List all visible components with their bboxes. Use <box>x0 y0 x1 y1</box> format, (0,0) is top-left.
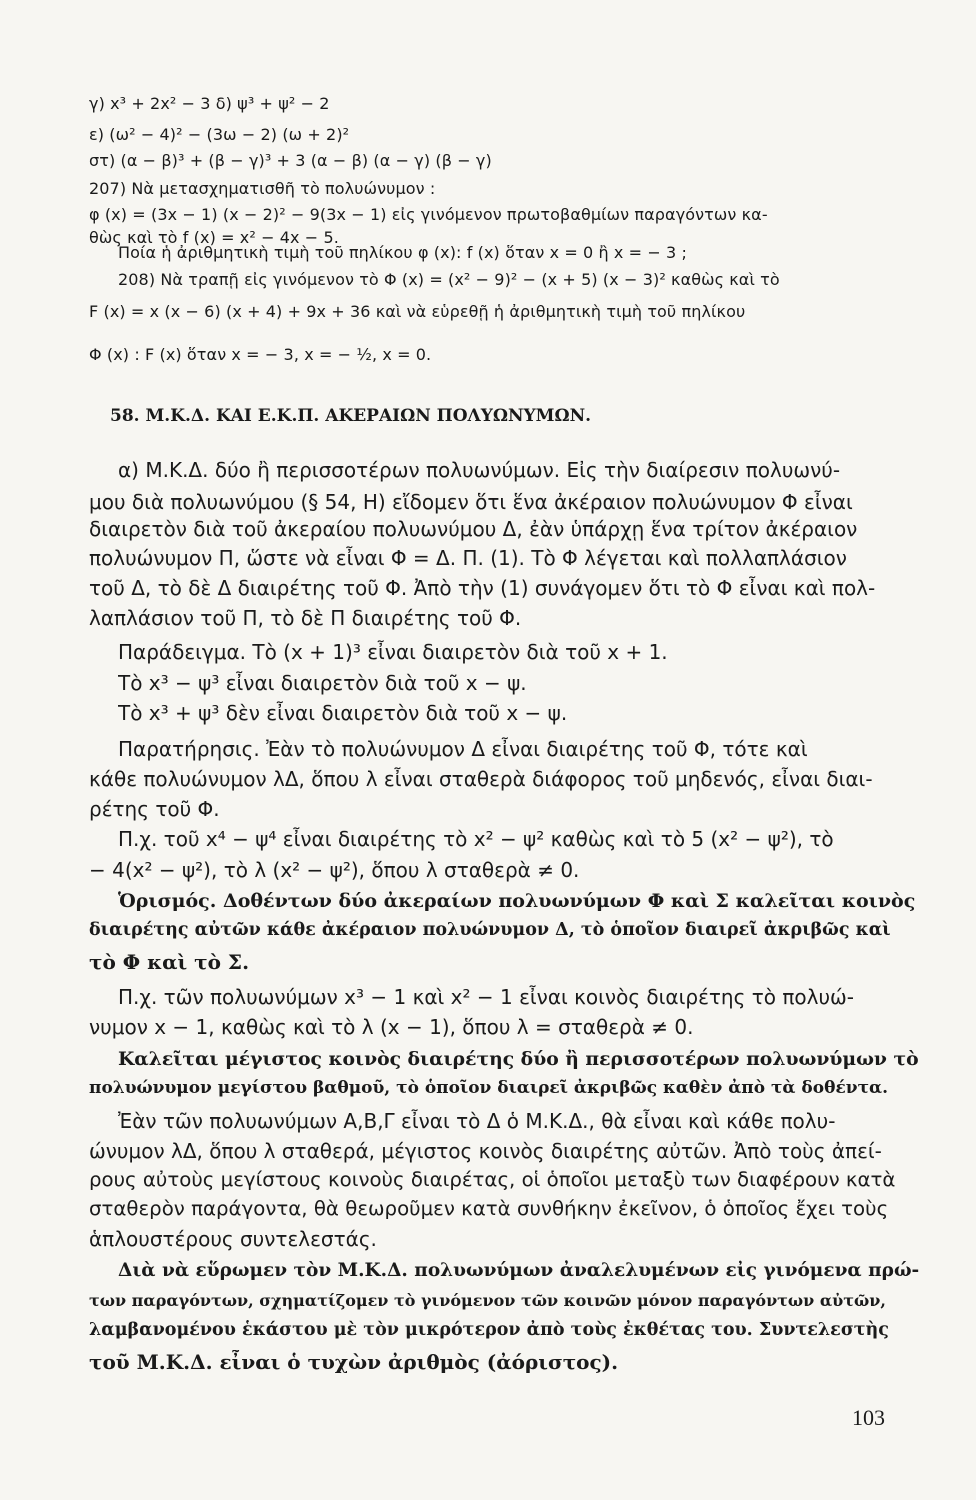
body-line: Π.χ. τοῦ x⁴ − ψ⁴ εἶναι διαιρέτης τὸ x² − ψ² καθὼς καὶ τὸ 5 (x² − ψ²), τὸ <box>118 827 834 851</box>
page-number: 103 <box>852 1405 885 1430</box>
definition-line: Ὁρισμός. Δοθέντων δύο ἀκεραίων πολυωνύμων Φ καὶ Σ καλεῖται κοινὸς <box>118 890 916 912</box>
body-line: σταθερὸν παράγοντα, θὰ θεωροῦμεν κατὰ συνθήκην ἐκεῖνον, ὁ ὁποῖος ἔχει τοὺς <box>89 1197 889 1220</box>
definition-line: τὸ Φ καὶ τὸ Σ. <box>89 950 250 974</box>
exercise-line: Ποία ἡ ἀριθμητικὴ τιμὴ τοῦ πηλίκου φ (x): f (x) ὅταν x = 0 ἢ x = − 3 ; <box>118 243 688 262</box>
body-line: ἁπλουστέρους συντελεστάς. <box>89 1227 377 1251</box>
example-line: Τὸ x³ + ψ³ δὲν εἶναι διαιρετὸν διὰ τοῦ x − ψ. <box>118 701 568 725</box>
exercise-line: 208) Νὰ τραπῇ εἰς γινόμενον τὸ Φ (x) = (x² − 9)² − (x + 5) (x − 3)² καθὼς καὶ τὸ <box>118 270 780 289</box>
example-line: Παράδειγμα. Τὸ (x + 1)³ εἶναι διαιρετὸν διὰ τοῦ x + 1. <box>118 640 668 664</box>
exercise-line: 207) Νὰ μετασχηματισθῆ τὸ πολυώνυμον : <box>89 179 436 198</box>
body-line: νυμον x − 1, καθὼς καὶ τὸ λ (x − 1), ὅπου λ = σταθερὰ ≠ 0. <box>89 1015 694 1039</box>
exercise-line: ε) (ω² − 4)² − (3ω − 2) (ω + 2)² <box>89 125 350 144</box>
body-line: Παρατήρησις. Ἐὰν τὸ πολυώνυμον Δ εἶναι διαιρέτης τοῦ Φ, τότε καὶ <box>118 737 808 761</box>
body-line: α) Μ.Κ.Δ. δύο ἢ περισσοτέρων πολυωνύμων. Εἰς τὴν διαίρεσιν πολυωνύ- <box>118 458 841 482</box>
body-line: των παραγόντων, σχηματίζομεν τὸ γινόμενον τῶν κοινῶν μόνον παραγόντων αὐτῶν, <box>89 1291 886 1310</box>
exercise-line: γ) x³ + 2x² − 3 δ) ψ³ + ψ² − 2 <box>89 94 330 113</box>
body-line: ρέτης τοῦ Φ. <box>89 797 220 821</box>
body-line: πολυώνυμον Π, ὥστε νὰ εἶναι Φ = Δ. Π. (1). Τὸ Φ λέγεται καὶ πολλαπλάσιον <box>89 546 847 570</box>
body-line: λαπλάσιον τοῦ Π, τὸ δὲ Π διαιρέτης τοῦ Φ. <box>89 606 522 630</box>
body-line: μου διὰ πολυωνύμου (§ 54, Η) εἴδομεν ὅτι ἕνα ἀκέραιον πολυώνυμον Φ εἶναι <box>89 490 853 514</box>
definition-line: Καλεῖται μέγιστος κοινὸς διαιρέτης δύο ἢ περισσοτέρων πολυωνύμων τὸ <box>118 1048 919 1070</box>
body-line: τοῦ Μ.Κ.Δ. εἶναι ὁ τυχὼν ἀριθμὸς (ἀόριστος). <box>89 1350 619 1374</box>
exercise-line: θὼς καὶ τὸ f (x) = x² − 4x − 5. <box>89 228 339 247</box>
body-line: − 4(x² − ψ²), τὸ λ (x² − ψ²), ὅπου λ σταθερὰ ≠ 0. <box>89 858 580 882</box>
body-line: Ἐὰν τῶν πολυωνύμων Α,Β,Γ εἶναι τὸ Δ ὁ Μ.Κ.Δ., θὰ εἶναι καὶ κάθε πολυ- <box>118 1109 836 1133</box>
body-line: κάθε πολυώνυμον λΔ, ὅπου λ εἶναι σταθερὰ διάφορος τοῦ μηδενός, εἶναι διαι- <box>89 767 873 791</box>
exercise-line: φ (x) = (3x − 1) (x − 2)² − 9(3x − 1) εἰς γινόμενον πρωτοβαθμίων παραγόντων κα- <box>89 205 768 224</box>
body-line: Π.χ. τῶν πολυωνύμων x³ − 1 καὶ x² − 1 εἶναι κοινὸς διαιρέτης τὸ πολυώ- <box>118 985 854 1009</box>
exercise-line: στ) (α − β)³ + (β − γ)³ + 3 (α − β) (α − γ) (β − γ) <box>89 151 492 170</box>
body-line: ώνυμον λΔ, ὅπου λ σταθερά, μέγιστος κοινὸς διαιρέτης αὐτῶν. Ἀπὸ τοὺς ἀπεί- <box>89 1139 882 1163</box>
definition-line: πολυώνυμον μεγίστου βαθμοῦ, τὸ ὁποῖον διαιρεῖ ἀκριβῶς καθὲν ἀπὸ τὰ δοθέντα. <box>89 1078 889 1098</box>
section-title: 58. Μ.Κ.Δ. ΚΑΙ Ε.Κ.Π. ΑΚΕΡΑΙΩΝ ΠΟΛΥΩΝΥΜΩΝ. <box>110 406 592 426</box>
exercise-line: F (x) = x (x − 6) (x + 4) + 9x + 36 καὶ νὰ εὑρεθῇ ἡ ἀριθμητικὴ τιμὴ τοῦ πηλίκου <box>89 302 746 321</box>
body-line: ρους αὐτοὺς μεγίστους κοινοὺς διαιρέτας, οἱ ὁποῖοι μεταξὺ των διαφέρουν κατὰ <box>89 1168 895 1191</box>
body-line: διαιρετὸν διὰ τοῦ ἀκεραίου πολυωνύμου Δ, ἐὰν ὑπάρχῃ ἕνα τρίτον ἀκέραιον <box>89 517 858 541</box>
example-line: Τὸ x³ − ψ³ εἶναι διαιρετὸν διὰ τοῦ x − ψ. <box>118 671 527 695</box>
body-line: λαμβανομένου ἑκάστου μὲ τὸν μικρότερον ἀπὸ τοὺς ἐκθέτας του. Συντελεστὴς <box>89 1320 889 1340</box>
exercise-line: Φ (x) : F (x) ὅταν x = − 3, x = − ½, x = 0. <box>89 345 432 364</box>
definition-line: διαιρέτης αὐτῶν κάθε ἀκέραιον πολυώνυμον Δ, τὸ ὁποῖον διαιρεῖ ἀκριβῶς καὶ <box>89 920 891 940</box>
body-line: Διὰ νὰ εὕρωμεν τὸν Μ.Κ.Δ. πολυωνύμων ἀναλελυμένων εἰς γινόμενα πρώ- <box>118 1260 920 1281</box>
body-line: τοῦ Δ, τὸ δὲ Δ διαιρέτης τοῦ Φ. Ἀπὸ τὴν (1) συνάγομεν ὅτι τὸ Φ εἶναι καὶ πολ- <box>89 576 876 600</box>
